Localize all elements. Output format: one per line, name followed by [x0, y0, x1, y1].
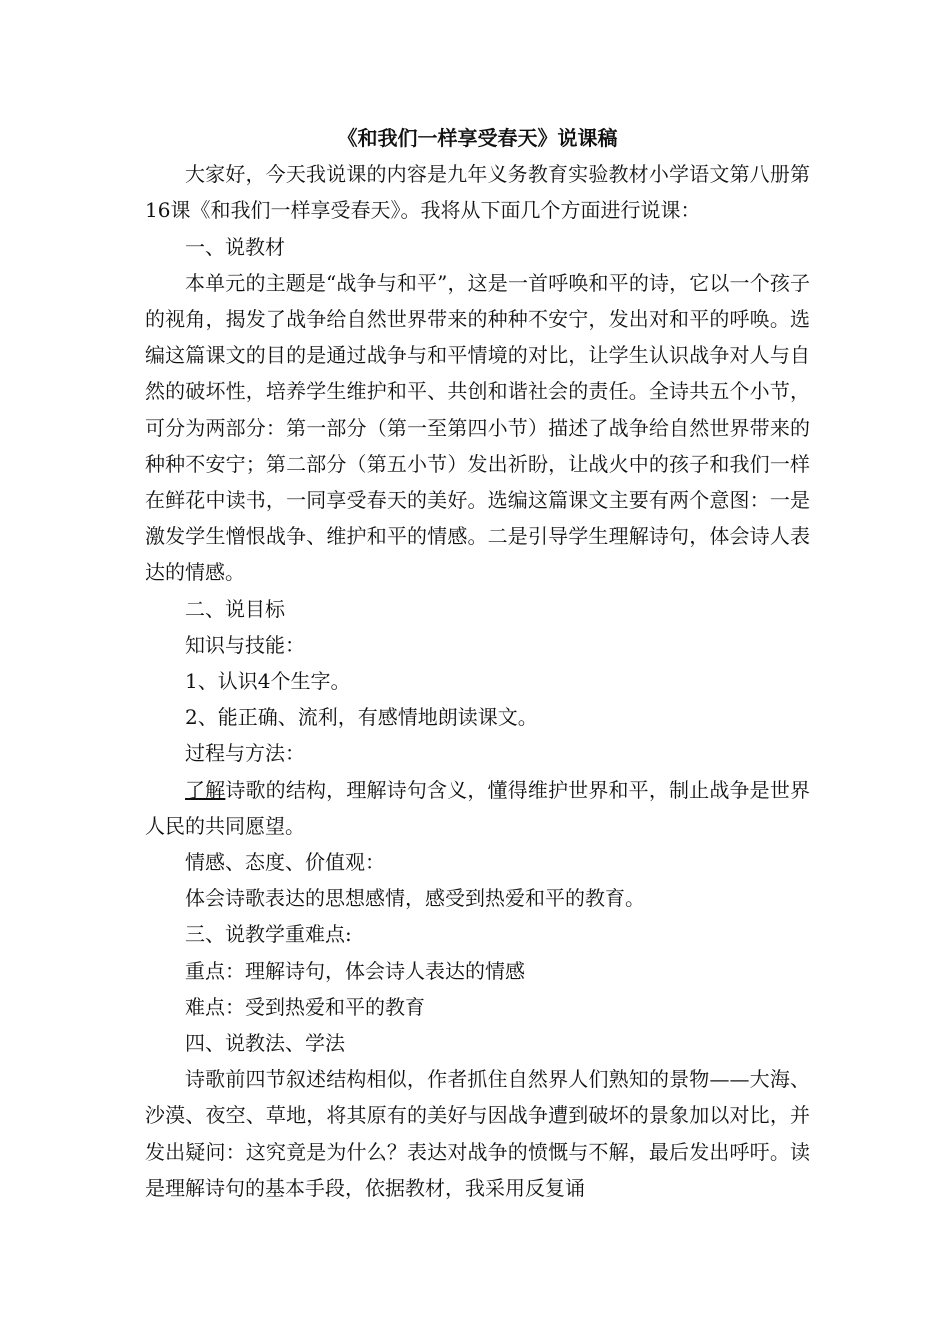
process-underlined-word: 了解 — [185, 777, 226, 802]
section-heading-methods: 四、说教法、学法 — [185, 1031, 345, 1056]
key-point: 重点：理解诗句，体会诗人表达的情感 — [185, 958, 525, 983]
methods-paragraph: 诗歌前四节叙述结构相似，作者抓住自然界人们熟知的景物——大海、沙漠、夜空、草地，将其原有的美好与因战争遭到破坏的景象加以对比，并发出疑问：这究竟是为什么？表达对战争的愤慨与不解，最后发出呼吁。读是理解诗句的基本手段，依据教材，我采用反复诵 — [145, 1067, 810, 1200]
difficult-point: 难点：受到热爱和平的教育 — [185, 994, 425, 1019]
document-title: 《和我们一样享受春天》说课稿 — [337, 126, 618, 150]
section-heading-key-points: 三、说教学重难点: — [185, 922, 352, 947]
emotion-text: 体会诗歌表达的思想感情，感受到热爱和平的教育。 — [185, 886, 645, 911]
intro-paragraph: 大家好，今天我说课的内容是九年义务教育实验教材小学语文第八册第16课《和我们一样享受春天》。我将从下面几个方面进行说课： — [145, 162, 810, 223]
knowledge-item-2: 2、能正确、流利，有感情地朗读课文。 — [185, 705, 538, 730]
process-text: 诗歌的结构，理解诗句含义，懂得维护世界和平，制止战争是世界人民的共同愿望。 — [145, 777, 811, 838]
textbook-paragraph: 本单元的主题是“战争与和平”，这是一首呼唤和平的诗，它以一个孩子的视角，揭发了战争给自然世界带来的种种不安宁，发出对和平的呼唤。选编这篇课文的目的是通过战争与和平情境的对比，让学生认识战争对人与自然的破坏性，培养学生维护和平、共创和谐社会的责任。全诗共五个小节，可分为两部分：第一部分（第一至第四小节）描述了战争给自然世界带来的种种不安宁；第二部分（第五小节）发出祈盼，让战火中的孩子和我们一样在鲜花中读书，一同享受春天的美好。选编这篇课文主要有两个意图：一是激发学生憎恨战争、维护和平的情感。二是引导学生理解诗句，体会诗人表达的情感。 — [145, 270, 810, 585]
process-paragraph — [145, 772, 810, 844]
knowledge-item-1: 1、认识4个生字。 — [185, 669, 351, 694]
emotion-heading: 情感、态度、价值观： — [185, 850, 385, 875]
knowledge-heading: 知识与技能： — [185, 632, 305, 657]
process-heading: 过程与方法： — [185, 741, 305, 766]
section-heading-textbook: 一、说教材 — [185, 234, 285, 259]
document-page — [145, 120, 810, 1206]
section-heading-goals: 二、说目标 — [185, 596, 285, 621]
